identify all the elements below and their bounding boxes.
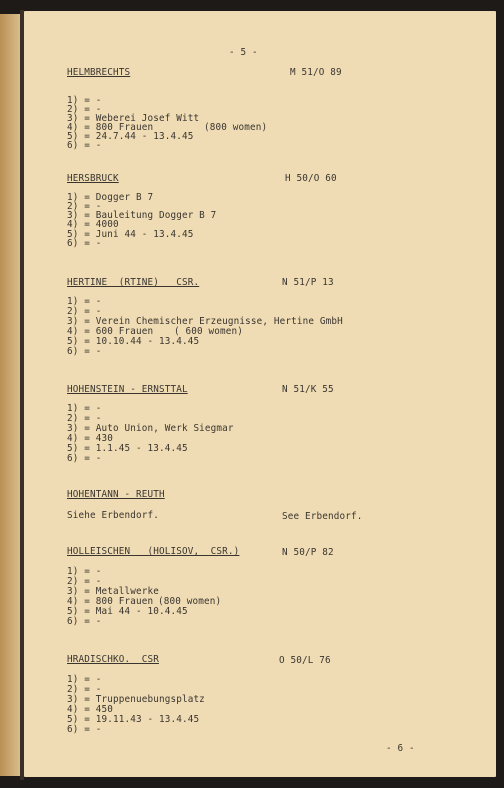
detail-line: 4) = 450 [67, 704, 113, 715]
detail-line: 4) = 600 Frauen [67, 326, 154, 337]
detail-line: 5) = 1.1.45 - 13.4.45 [67, 443, 188, 454]
camp-name: HERSBRUCK [67, 173, 119, 184]
translation-note: (800 women) [158, 596, 222, 607]
camp-map-code: N 50/P 82 [282, 547, 334, 558]
detail-line: 1) = - [67, 566, 102, 577]
detail-line: 6) = - [67, 238, 102, 249]
camp-name: HOLLEISCHEN (HOLISOV, CSR.) [67, 546, 240, 557]
camp-map-code: O 50/L 76 [279, 655, 331, 666]
detail-line: 4) = 4000 [67, 219, 119, 230]
detail-line: 5) = 24.7.44 - 13.4.45 [67, 131, 194, 142]
detail-line: 2) = - [67, 413, 102, 424]
camp-map-code: H 50/O 60 [285, 173, 337, 184]
camp-map-code: N 51/K 55 [282, 384, 334, 395]
translation-note: ( 600 women) [174, 326, 243, 337]
detail-line: 2) = - [67, 306, 102, 317]
detail-line: 4) = 430 [67, 433, 113, 444]
detail-line: 5) = Mai 44 - 10.4.45 [67, 606, 188, 617]
camp-name: HELMBRECHTS [67, 67, 131, 78]
detail-line: 1) = - [67, 403, 102, 414]
detail-line: 1) = - [67, 674, 102, 685]
detail-line: 6) = - [67, 453, 102, 464]
detail-line: 3) = Bauleitung Dogger B 7 [67, 210, 217, 221]
detail-line: 3) = Weberei Josef Witt [67, 113, 200, 124]
page-number-top: - 5 - [229, 47, 258, 58]
detail-line: 6) = - [67, 616, 102, 627]
camp-name: HRADISCHKO. CSR [67, 654, 159, 665]
detail-line: 3) = Truppenuebungsplatz [67, 694, 205, 705]
document-page [24, 11, 496, 777]
detail-line: 4) = 800 Frauen [67, 122, 154, 133]
detail-line: 3) = Metallwerke [67, 586, 159, 597]
detail-line: 1) = - [67, 296, 102, 307]
detail-line: 4) = 800 Frauen [67, 596, 154, 607]
camp-map-code: M 51/O 89 [290, 67, 342, 78]
camp-map-code: N 51/P 13 [282, 277, 334, 288]
detail-line: 2) = - [67, 104, 102, 115]
camp-name: HOHENSTEIN - ERNSTTAL [67, 384, 188, 395]
detail-line: 1) = Dogger B 7 [67, 192, 154, 203]
detail-line: 5) = Juni 44 - 13.4.45 [67, 229, 194, 240]
detail-line: 5) = 10.10.44 - 13.4.45 [67, 336, 200, 347]
detail-line: 6) = - [67, 346, 102, 357]
detail-line: 3) = Verein Chemischer Erzeugnisse, Hertine GmbH [67, 316, 343, 327]
camp-name: HOHENTANN - REUTH [67, 489, 165, 500]
detail-line: 3) = Auto Union, Werk Siegmar [67, 423, 234, 434]
detail-line: 6) = - [67, 724, 102, 735]
translation-note: (800 women) [204, 122, 268, 133]
page-number-bottom: - 6 - [386, 743, 415, 754]
detail-line: 2) = - [67, 201, 102, 212]
detail-line: 2) = - [67, 684, 102, 695]
camp-name: HERTINE (RTINE) CSR. [67, 277, 200, 288]
cross-reference-translation: See Erbendorf. [282, 511, 363, 522]
previous-page-edge [0, 14, 20, 776]
detail-line: 5) = 19.11.43 - 13.4.45 [67, 714, 200, 725]
detail-line: 2) = - [67, 576, 102, 587]
detail-line: 1) = - [67, 95, 102, 106]
detail-line: 6) = - [67, 140, 102, 151]
cross-reference: Siehe Erbendorf. [67, 510, 159, 521]
